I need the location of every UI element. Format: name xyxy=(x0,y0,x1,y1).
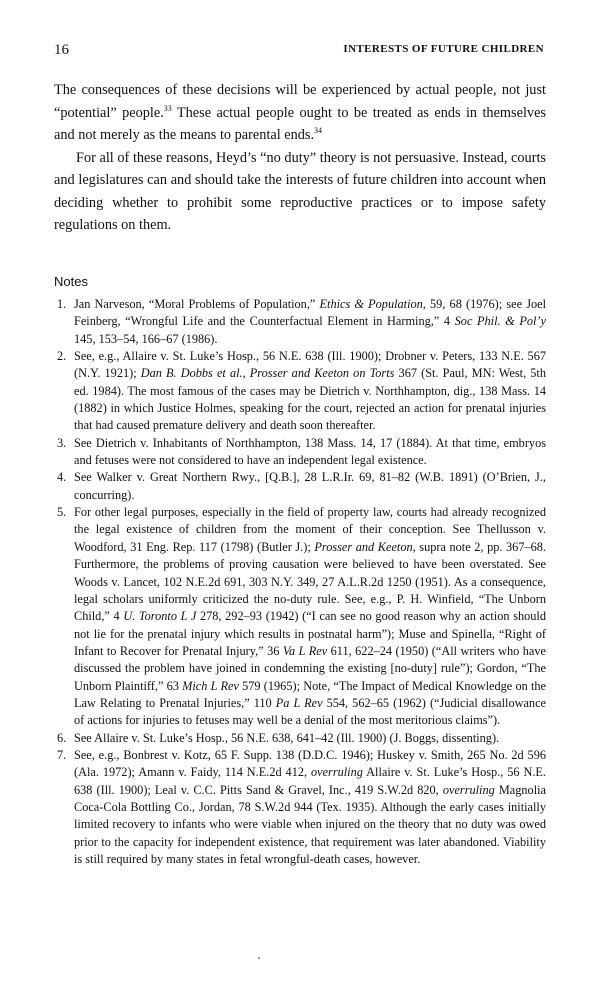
note-number: 1. xyxy=(57,297,67,311)
note-citation-italic: U. Toronto L J xyxy=(123,609,197,624)
running-head: INTERESTS OF FUTURE CHILDREN xyxy=(343,43,544,55)
footnote-ref-34: 34 xyxy=(314,126,323,136)
body-text xyxy=(54,79,546,237)
note-text: 554, 562–65 (1962) (“Judicial disallowance of actions for injuries to fetuses may well be a denial of the most meritorious claims”). xyxy=(74,695,546,728)
note-item xyxy=(54,435,546,470)
note-citation-italic: Mich L Rev xyxy=(182,678,239,693)
note-text: See Dietrich v. Inhabitants of Northhampton, 138 Mass. 14, 17 (1884). At that time, embryos and fetuses were not considered to have an independent legal existence. xyxy=(74,435,546,468)
note-item xyxy=(54,296,546,348)
note-item xyxy=(54,730,546,747)
note-citation-italic: Dan B. Dobbs et al., Prosser and Keeton on Torts xyxy=(140,366,395,381)
note-text: 611, 622–24 (1950) (“All writers who have discussed the problem have joined in condemning the existing [no-duty] rule”); Gordon, “The Unborn Plaintiff,” 63 xyxy=(74,643,546,693)
note-citation-italic: Ethics & Population xyxy=(319,297,423,311)
body-paragraph-1: The consequences of these decisions will be experienced by actual people, not just “potential” people.$^{33}$ These actual people ought to be treated as ends in themselves and not merely as the means to parental ends.$^{34}$ xyxy=(54,82,546,143)
note-text: 145, 153–54, 166–67 (1986). xyxy=(74,331,218,346)
page-number: 16 xyxy=(54,42,69,58)
page-mark xyxy=(258,957,260,959)
note-text: 579 (1965); Note, “The Impact of Medical Knowledge on the Law Relating to Prenatal Injuries,” 110 xyxy=(74,678,546,710)
notes-heading: Notes xyxy=(54,274,88,289)
note-number: 7. xyxy=(57,747,67,762)
note-text: Magnolia Coca-Cola Bottling Co., Jordan, 78 S.W.2d 944 (Tex. 1935). Although the early cases initially limited recovery to infants who were viable when injured on the theory that no duty was owed prior to the capacity for independent existence, that requirement was later abandoned. Viability is still required by many states in fetal wrongful-death cases, however. xyxy=(74,782,546,866)
note-item xyxy=(54,469,546,504)
note-text: 367 (St. Paul, MN: West, 5th ed. 1984). The most famous of the cases may be Dietrich v. Northhampton, dig., 138 Mass. 14 (1882) in which Justice Holmes, speaking for the court, rejected an action for prenatal injuries that had caused premature delivery and death soon thereafter. xyxy=(74,366,546,433)
note-text: Jan Narveson, “Moral Problems of Population,” xyxy=(74,297,320,311)
note-number: 6. xyxy=(57,730,67,745)
note-citation-italic: overruling xyxy=(442,782,495,797)
note-citation-italic: Va L Rev xyxy=(282,643,328,658)
note-text: See Allaire v. St. Luke’s Hosp., 56 N.E. 638, 641–42 (Ill. 1900) (J. Boggs, dissenting). xyxy=(74,730,500,745)
note-text: , 59, 68 (1976); see Joel Feinberg, “Wrongful Life and the Counterfactual Element in Harming,” 4 xyxy=(74,297,546,329)
note-citation-italic: overruling xyxy=(310,765,363,780)
note-item xyxy=(54,504,546,729)
note-citation-italic: Soc Phil. & Pol’y xyxy=(454,314,546,329)
note-number: 5. xyxy=(57,505,67,520)
note-number: 2. xyxy=(57,349,67,364)
body-paragraph-2: For all of these reasons, Heyd’s “no duty” theory is not persuasive. Instead, courts and legislatures can and should take the interests of future children into account when deciding whether to prohibit some reproductive practices or to impose safety regulations on them. xyxy=(54,149,546,233)
note-text: For other legal purposes, especially in the field of property law, courts had already recognized the legal existence of children from the moment of their conception. See Thellusson v. Woodford, 31 Eng. Rep. 117 (1798) (Butler J.); xyxy=(74,505,546,554)
note-number: 4. xyxy=(57,470,67,485)
note-citation-italic: Pa L Rev xyxy=(275,695,323,710)
note-text: 278, 292–93 (1942) (“I can see no good reason why an action should not lie for the prenatal injury which results in postnatal harm”); Muse and Spinella, “Right of Infant to Recover for Prenatal Injury,” 36 xyxy=(74,609,546,658)
note-text: See, e.g., Bonbrest v. Kotz, 65 F. Supp. 138 (D.D.C. 1946); Huskey v. Smith, 265 No. 2d 596 (Ala. 1972); Amann v. Faidy, 114 N.E.2d 412, xyxy=(74,747,546,780)
note-text: See, e.g., Allaire v. St. Luke’s Hosp., 56 N.E. 638 (Ill. 1900); Drobner v. Peters, 133 N.E. 567 (N.Y. 1921); xyxy=(74,349,546,381)
note-text: See Walker v. Great Northern Rwy., [Q.B.], 28 L.R.Ir. 69, 81–82 (W.B. 1891) (O’Brien, J., concurring). xyxy=(74,470,546,502)
footnote-ref-33: 33 xyxy=(163,103,172,113)
note-text: Allaire v. St. Luke’s Hosp., 56 N.E. 638 (Ill. 1900); Leal v. C.C. Pitts Sand & Gravel, Inc., 419 S.W.2d 820, xyxy=(74,765,546,797)
note-citation-italic: Prosser and Keeton xyxy=(314,539,413,554)
note-item xyxy=(54,348,546,435)
note-text: , supra note 2, pp. 367–68. Furthermore, the problems of proving causation were believed to have been overstated. See Woods v. Lancet, 102 N.E.2d 691, 303 N.Y. 349, 27 A.L.R.2d 1250 (1951). As a consequence, legal scholars uniformly criticized the no-duty rule. See, e.g., P. H. Winfield, “The Unborn Child,” 4 xyxy=(74,539,546,624)
note-item xyxy=(54,747,546,868)
note-number: 3. xyxy=(57,435,67,450)
notes-list xyxy=(54,296,546,868)
page-header xyxy=(54,42,544,62)
